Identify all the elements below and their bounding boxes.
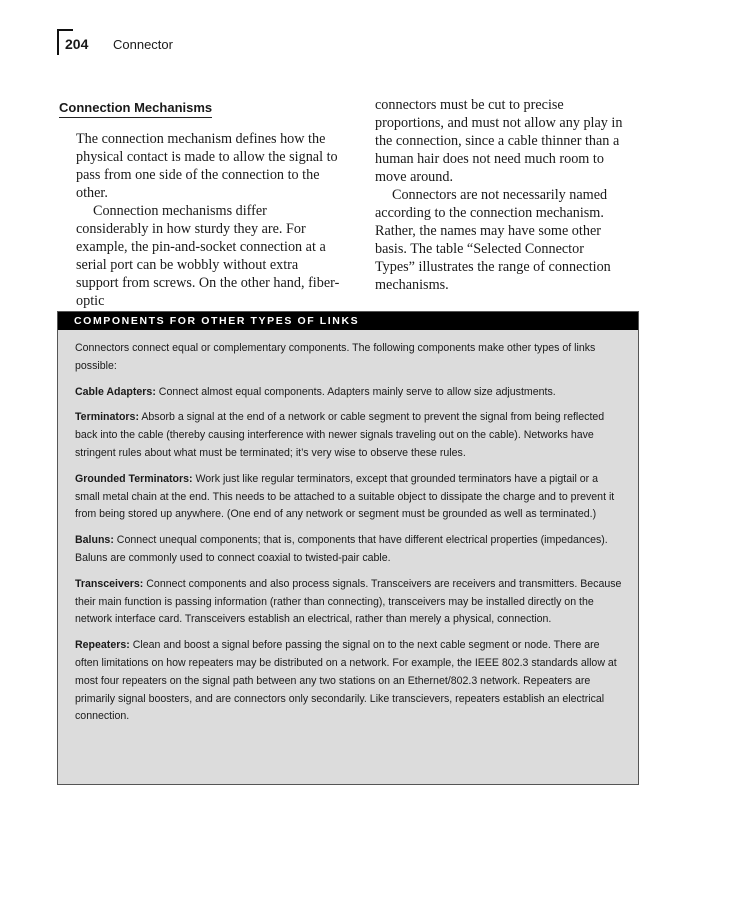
sidebar-term: Repeaters:: [75, 639, 130, 652]
right-column: [375, 96, 627, 294]
sidebar-definition: Connect components and also process signals. Transceivers are receivers and transmitters. Because their main function is passing information (rather than connecting), transceivers may be installed directly on the network interface card. Transceivers establish an electrical, rather than merely a physical, connection.: [75, 577, 622, 626]
header-rule-top: [57, 29, 73, 31]
chapter-title: Connector: [113, 37, 173, 52]
sidebar-intro: Connectors connect equal or complementary components. The following components make other types of links possible:: [75, 342, 596, 372]
page-number: 204: [65, 36, 89, 52]
sidebar-definition: Absorb a signal at the end of a network or cable segment to prevent the signal from being reflected back into the cable (thereby causing interference with newer signals traveling out on the cable). Networks have stringent rules about what must be terminated; it’s very wise to observe these rules.: [75, 411, 605, 459]
sidebar-definition: Connect unequal components; that is, components that have different electrical properties (impedances). Baluns are commonly used to connect coaxial to twisted-pair cable.: [75, 534, 608, 564]
left-column: [59, 99, 341, 310]
sidebar-term: Transceivers:: [75, 577, 144, 590]
paragraph: The connection mechanism defines how the physical contact is made to allow the signal to pass from one side of the connection to the other.: [76, 131, 338, 201]
sidebar-body: [58, 330, 638, 726]
header-rule: [57, 29, 59, 55]
section-heading: Connection Mechanisms: [59, 100, 212, 118]
sidebar-item: [75, 384, 622, 402]
sidebar-term: Grounded Terminators:: [75, 472, 193, 485]
sidebar-term: Cable Adapters:: [75, 385, 156, 398]
sidebar-title: COMPONENTS FOR OTHER TYPES OF LINKS: [58, 312, 638, 330]
sidebar-definition: Clean and boost a signal before passing the signal on to the next cable segment or node. There are often limitations on how repeaters may be distributed on a network. For example, the IEEE 802.3 standards allow at most four repeaters on the signal path between any two stations on an Ethernet/802.3 network. Repeaters are primarily signal boosters, and are connectors only secondarily. Like transcievers, repeaters establish an electrical connection.: [75, 639, 617, 723]
sidebar-term: Terminators:: [75, 411, 139, 424]
sidebar-item: [75, 532, 622, 568]
sidebar-item: [75, 576, 622, 629]
sidebar-term: Baluns:: [75, 534, 114, 547]
paragraph: Connection mechanisms differ considerably in how sturdy they are. For example, the pin-and-socket connection at a serial port can be wobbly without extra support from screws. On the other hand, fiber-optic: [76, 203, 340, 309]
sidebar-definition: Work just like regular terminators, except that grounded terminators have a pigtail or a small metal chain at the end. This needs to be attached to a suitable object to dissipate the charge and to prevent it from being stored up anywhere. (One end of any network or segment must be grounded as well as terminated.): [75, 472, 615, 521]
sidebar-box: [57, 311, 639, 785]
sidebar-item: [75, 637, 622, 726]
paragraph: Connectors are not necessarily named according to the connection mechanism. Rather, the names may have some other basis. The table “Selected Connector Types” illustrates the range of connection mechanisms.: [375, 187, 611, 293]
sidebar-definition: Connect almost equal components. Adapters mainly serve to allow size adjustments.: [155, 385, 556, 398]
sidebar-item: [75, 471, 622, 524]
paragraph: connectors must be cut to precise proportions, and must not allow any play in the connection, since a cable thinner than a human hair does not need much room to move around.: [375, 97, 623, 185]
sidebar-item: [75, 409, 622, 462]
